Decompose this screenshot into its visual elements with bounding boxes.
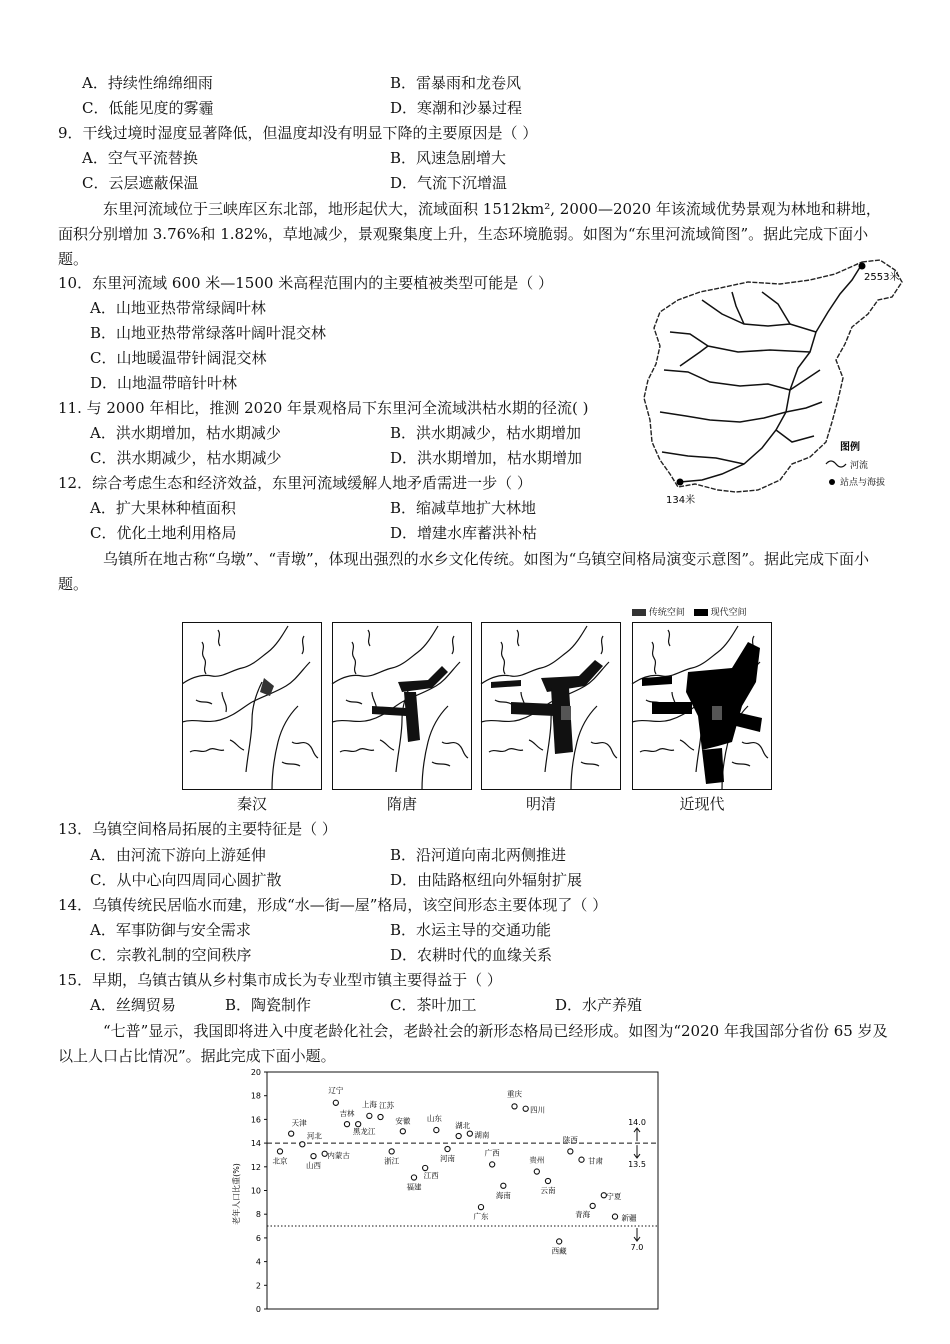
q12-option-b: B．缩减草地扩大林地 (390, 499, 537, 517)
y-tick-label: 20 (250, 1068, 261, 1077)
point-label: 黑龙江 (352, 1127, 376, 1137)
q11-option-d: D．洪水期增加，枯水期增加 (390, 449, 583, 467)
data-point (579, 1157, 584, 1162)
plot-frame (267, 1072, 658, 1309)
panel-modern (632, 623, 772, 791)
q8-option-c: C．低能见度的雾霾 (82, 99, 214, 117)
data-point (478, 1204, 483, 1209)
q13-option-a: A．由河流下游向上游延伸 (90, 846, 266, 864)
data-point (434, 1127, 439, 1132)
passage-aging: “七普”显示，我国即将进入中度老龄化社会，老龄社会的新形态格局已经形成。如图为“2020 年我国部分省份 65 岁及以上人口占比情况”。据此完成下面小题。 (58, 1022, 888, 1065)
y-tick-label: 0 (255, 1305, 261, 1314)
point-label: 浙江 (384, 1156, 400, 1166)
point-label: 湖北 (455, 1120, 471, 1130)
y-tick-label: 4 (255, 1257, 261, 1267)
y-tick-label: 12 (250, 1162, 261, 1172)
data-point (534, 1169, 539, 1174)
legend-traditional-swatch (632, 609, 646, 616)
q11-stem: 11. 与 2000 年相比，推测 2020 年景观格局下东里河全流域洪枯水期的径流( ) (58, 399, 589, 417)
q12-option-a: A．扩大果林种植面积 (90, 499, 236, 517)
q9-option-c: C．云层遮蔽保温 (82, 174, 199, 192)
q9-option-b: B．风速急剧增大 (390, 149, 507, 167)
q14-stem: 14．乌镇传统民居临水而建，形成“水—街—屋”格局，该空间形态主要体现了（ ） (58, 896, 608, 914)
y-tick-label: 14 (250, 1139, 261, 1149)
legend-river-symbol (826, 461, 846, 467)
panel-caption-2: 隋唐 (386, 795, 417, 813)
y-tick-label: 16 (250, 1115, 261, 1125)
data-point (557, 1239, 562, 1244)
y-tick-label: 2 (255, 1281, 261, 1291)
data-point (423, 1165, 428, 1170)
point-label: 海南 (495, 1190, 511, 1200)
panel-caption-1: 秦汉 (236, 795, 267, 813)
y-tick-label: 6 (255, 1233, 261, 1243)
q14-option-c: C．宗教礼制的空间秩序 (90, 946, 252, 964)
arrow-label-13-5: 13.5 (628, 1160, 646, 1170)
q13-stem: 13．乌镇空间格局拓展的主要特征是（ ） (58, 820, 337, 838)
q9-stem: 9．干线过境时湿度显著降低，但温度却没有明显下降的主要原因是（ ） (58, 124, 538, 142)
data-point (344, 1122, 349, 1127)
panel-qinhan (182, 623, 322, 791)
q13-option-b: B．沿河道向南北两侧推进 (390, 846, 567, 864)
point-label: 重庆 (507, 1089, 522, 1099)
q15-stem: 15．早期，乌镇古镇从乡村集市成长为专业型市镇主要得益于（ ） (58, 971, 502, 989)
q10-stem: 10．东里河流域 600 米—1500 米高程范围内的主要植被类型可能是（ ） (58, 274, 553, 292)
q12-option-d: D．增建水库蓄洪补枯 (390, 524, 538, 542)
data-point (445, 1146, 450, 1151)
legend-station-symbol (829, 479, 835, 485)
point-label: 云南 (540, 1186, 556, 1196)
data-point (523, 1106, 528, 1111)
y-tick-label: 10 (250, 1186, 261, 1196)
legend-river-label: 河流 (850, 461, 869, 471)
elevation-label-bottom: 134米 (666, 495, 696, 506)
q9-option-a: A．空气平流替换 (82, 149, 198, 167)
q10-option-c: C．山地暖温带针阔混交林 (90, 349, 267, 367)
panel-mingqing (481, 623, 621, 791)
station-top (859, 263, 866, 270)
q14-option-b: B．水运主导的交通功能 (390, 921, 552, 939)
q8-option-b: B．雷暴雨和龙卷风 (390, 74, 522, 92)
point-label: 广西 (484, 1148, 500, 1158)
point-label: 四川 (530, 1105, 546, 1115)
dongli-river-map (640, 252, 915, 514)
station-bottom (677, 479, 684, 486)
data-point (512, 1104, 517, 1109)
point-label: 山西 (306, 1161, 321, 1171)
point-label: 西藏 (551, 1246, 567, 1256)
q11-option-b: B．洪水期减少，枯水期增加 (390, 424, 582, 442)
legend-title: 图例 (840, 442, 860, 453)
panel-suitang (332, 623, 472, 791)
q14-option-a: A．军事防御与安全需求 (90, 921, 251, 939)
arrow-label-7: 7.0 (630, 1243, 644, 1253)
legend-modern-swatch (694, 609, 708, 616)
q13-option-d: D．由陆路枢纽向外辐射扩展 (390, 871, 583, 889)
point-label: 广东 (473, 1212, 489, 1222)
legend-modern-label: 现代空间 (710, 608, 747, 618)
data-point (467, 1131, 472, 1136)
q10-option-a: A．山地亚热带常绿阔叶林 (90, 299, 266, 317)
y-axis-label: 老年人口比重(%) (232, 1163, 241, 1225)
q8-option-d: D．寒潮和沙暴过程 (390, 99, 523, 117)
point-label: 宁夏 (606, 1192, 622, 1202)
data-point (400, 1129, 405, 1134)
point-label: 陕西 (562, 1135, 578, 1145)
point-label: 青海 (575, 1209, 591, 1219)
point-label: 北京 (272, 1156, 288, 1166)
q15-option-b: B．陶瓷制作 (225, 996, 312, 1014)
data-point (568, 1149, 573, 1154)
data-point (367, 1113, 372, 1118)
aging-chart (225, 1066, 665, 1316)
point-label: 天津 (291, 1118, 307, 1128)
q8-option-a: A．持续性绵绵细雨 (82, 74, 213, 92)
y-tick-label: 8 (255, 1210, 261, 1220)
q10-option-b: B．山地亚热带常绿落叶阔叶混交林 (90, 324, 327, 342)
data-point (590, 1203, 595, 1208)
data-point (545, 1178, 550, 1183)
q11-option-a: A．洪水期增加，枯水期减少 (90, 424, 281, 442)
elevation-label-top: 2553米 (864, 272, 900, 283)
data-point (289, 1131, 294, 1136)
point-label: 辽宁 (328, 1085, 344, 1095)
point-label: 河南 (440, 1154, 455, 1164)
data-point (456, 1133, 461, 1138)
point-label: 贵州 (529, 1155, 545, 1165)
point-label: 湖南 (474, 1130, 490, 1140)
data-point (300, 1142, 305, 1147)
point-label: 江苏 (379, 1101, 394, 1111)
data-point (311, 1154, 316, 1159)
point-label: 福建 (406, 1182, 422, 1192)
q11-option-c: C．洪水期减少，枯水期减少 (90, 449, 282, 467)
panel-caption-4: 近现代 (679, 795, 725, 813)
wuzhen-legend (632, 605, 772, 619)
arrow-label-14: 14.0 (628, 1118, 646, 1128)
point-label: 新疆 (621, 1213, 637, 1223)
point-label: 吉林 (339, 1109, 355, 1119)
data-point (490, 1162, 495, 1167)
q12-option-c: C．优化土地利用格局 (90, 524, 237, 542)
q15-option-d: D．水产养殖 (555, 996, 643, 1014)
point-label: 江西 (423, 1170, 439, 1180)
q12-stem: 12．综合考虑生态和经济效益，东里河流域缓解人地矛盾需进一步（ ） (58, 474, 532, 492)
point-label: 山东 (426, 1114, 442, 1124)
legend-traditional-label: 传统空间 (648, 608, 685, 618)
point-label: 上海 (361, 1099, 377, 1109)
q10-option-d: D．山地温带暗针叶林 (90, 374, 238, 392)
data-point (501, 1183, 506, 1188)
wuzhen-panels (182, 622, 772, 790)
data-point (389, 1149, 394, 1154)
legend-station-label: 站点与海拔 (840, 478, 886, 488)
q15-option-c: C．茶叶加工 (390, 996, 477, 1014)
point-label: 甘肃 (588, 1156, 603, 1166)
passage-dongli-river: 东里河流域位于三峡库区东北部，地形起伏大，流域面积 1512km², 2000—2020 年该流域优势景观为林地和耕地，面积分别增加 3.76%和 1.82%，草地减少，景观聚集度上升，生态环境脆弱。如图为“东里河流域简图”。据此完成下面小题。 (58, 200, 881, 268)
point-label: 安徽 (395, 1116, 411, 1126)
basin-boundary (644, 260, 902, 492)
data-point (378, 1114, 383, 1119)
y-tick-label: 18 (250, 1091, 261, 1101)
data-point (411, 1175, 416, 1180)
point-label: 河北 (306, 1131, 322, 1141)
q14-option-d: D．农耕时代的血缘关系 (390, 946, 553, 964)
data-point (277, 1149, 282, 1154)
passage-wuzhen: 乌镇所在地古称“乌墩”、“青墩”，体现出强烈的水乡文化传统。如图为“乌镇空间格局演变示意图”。据此完成下面小题。 (58, 550, 870, 593)
point-label: 内蒙古 (327, 1150, 350, 1160)
data-point (612, 1214, 617, 1219)
q13-option-c: C．从中心向四周同心圆扩散 (90, 871, 282, 889)
data-point (356, 1122, 361, 1127)
data-point (333, 1100, 338, 1105)
q9-option-d: D．气流下沉增温 (390, 174, 508, 192)
q15-option-a: A．丝绸贸易 (90, 996, 176, 1014)
panel-caption-3: 明清 (525, 795, 556, 813)
